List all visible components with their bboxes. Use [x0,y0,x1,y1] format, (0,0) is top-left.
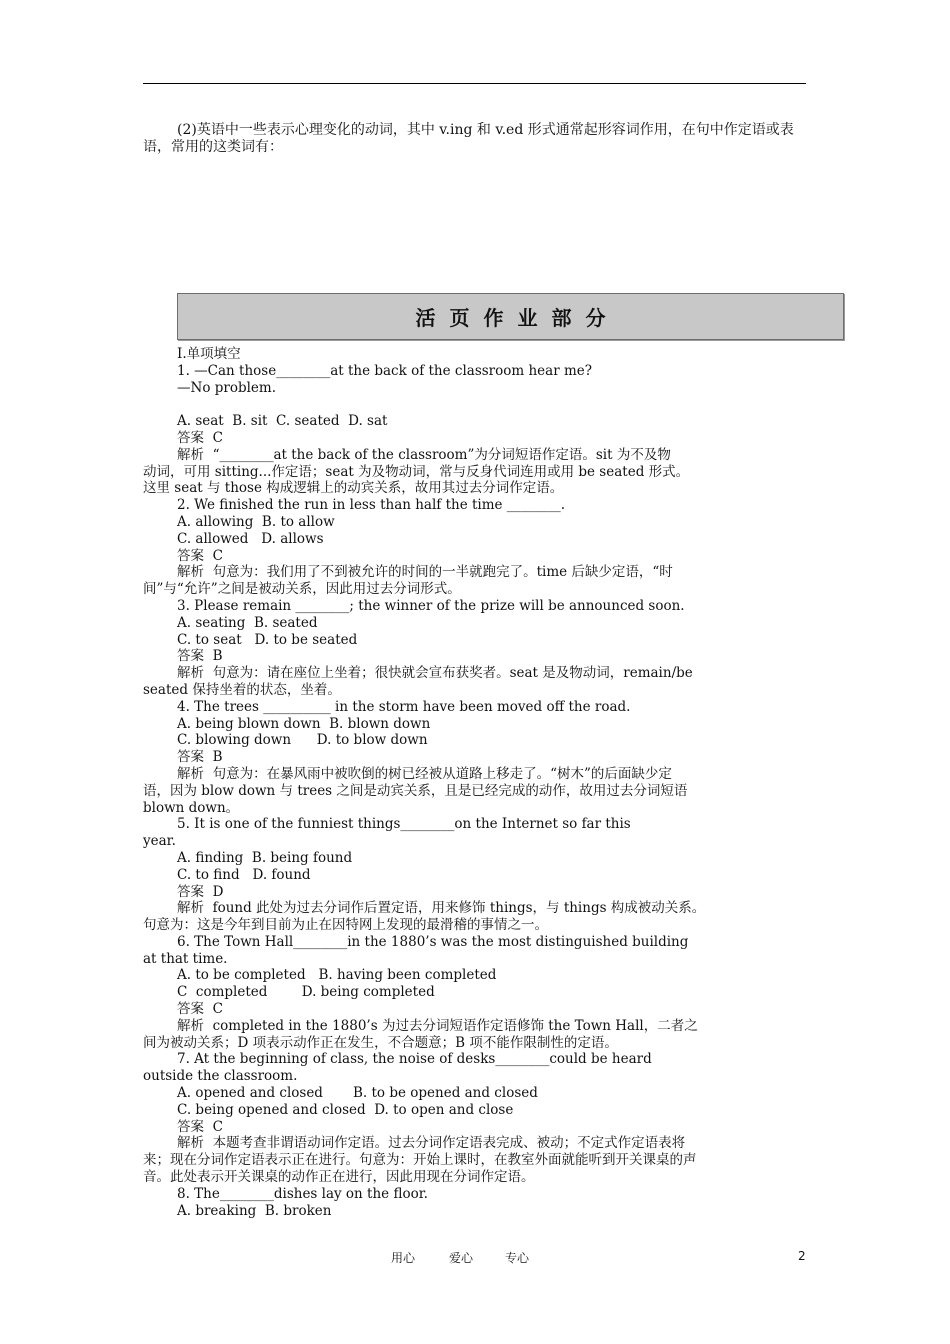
text-line: 7. At the beginning of class, the noise of desks________could be heard [177,1051,652,1068]
text-line: 解析 found 此处为过去分词作后置定语，用来修饰 things，与 things 构成被动关系。 [177,900,706,917]
text-line: C. blowing down D. to blow down [177,732,428,749]
header-rule [143,83,806,84]
text-line: 句意为：这是今年到目前为止在因特网上发现的最滑稽的事情之一。 [143,917,548,934]
intro-section [143,122,806,156]
text-line: —No problem. [177,379,276,396]
text-line: 答案 C [177,1118,223,1135]
text-line: 答案 C [177,1001,223,1018]
text-line: A. allowing B. to allow [177,513,335,530]
text-line: 间为被动关系；D 项表示动作正在发生，不合题意；B 项不能作限制性的定语。 [143,1034,618,1051]
text-line: 答案 C [177,429,223,446]
text-line: A. seat B. sit C. seated D. sat [177,413,388,430]
text-line: C. to seat D. to be seated [177,631,358,648]
text-line: 动词，可用 sitting...作定语；seat 为及物动词，常与反身代词连用或用 be seated 形式。 [143,463,690,480]
text-line: at that time. [143,950,228,967]
text-line [143,396,806,413]
section-banner [177,293,844,340]
text-line: 解析 completed in the 1880’s 为过去分词短语作定语修饰 the Town Hall，二者之 [177,1017,698,1034]
text-line: Ⅰ.单项填空 [177,346,241,362]
text-line: 4. The trees __________ in the storm have been moved off the road. [177,698,631,715]
text-line: A. seating B. seated [177,614,318,631]
text-line: 答案 B [177,648,223,665]
text-line: A. breaking B. broken [177,1202,332,1219]
footer-text-2: 爱心 [449,1251,474,1265]
text-line: C. being opened and closed D. to open and close [177,1101,514,1118]
text-line: seated 保持坐着的状态，坐着。 [143,681,341,698]
exercise-content [143,346,806,1219]
banner-title: 活页作业部分 [415,306,620,330]
text-line: 5. It is one of the funniest things________on the Internet so far this [177,816,631,833]
text-line: 解析 句意为：请在座位上坐着；很快就会宣布获奖者。seat 是及物动词，remain/be [177,665,693,682]
text-line: blown down。 [143,799,240,816]
text-line: C. allowed D. allows [177,530,324,547]
text-line: 答案 D [177,883,224,900]
text-line: 8. The________dishes lay on the floor. [177,1185,428,1202]
text-line: 解析 句意为：在暴风雨中被吹倒的树已经被从道路上移走了。“树木”的后面缺少定 [177,765,672,782]
text-line: A. finding B. being found [177,849,353,866]
text-line: 解析 本题考查非谓语动词作定语。过去分词作定语表完成、被动；不定式作定语表将 [177,1135,686,1152]
footer-text-3: 专心 [505,1251,530,1265]
text-line: 答案 C [177,547,223,564]
text-line: 答案 B [177,749,223,766]
text-line: 间”与“允许”之间是被动关系，因此用过去分词形式。 [143,581,461,598]
text-line: 音。此处表示开关课桌的动作正在进行，因此用现在分词作定语。 [143,1169,535,1186]
text-line: outside the classroom. [143,1068,298,1085]
text-line: C completed D. being completed [177,984,435,1001]
text-line: A. opened and closed B. to be opened and closed [177,1085,538,1102]
text-line: 1. —Can those________at the back of the classroom hear me? [177,362,592,379]
text-line: 6. The Town Hall________in the 1880’s was the most distinguished building [177,933,689,950]
text-line: 3. Please remain ________; the winner of the prize will be announced soon. [177,597,685,614]
text-line: 解析 句意为：我们用了不到被允许的时间的一半就跑完了。time 后缺少定语，“时 [177,564,673,581]
text-line: year. [143,833,176,850]
text-line: 解析 “________at the back of the classroom”为分词短语作定语。sit 为不及物 [177,446,671,463]
intro-paragraph: (2)英语中一些表示心理变化的动词，其中 v.ing 和 v.ed 形式通常起形容词作用，在句中作定语或表语，常用的这类词有： [143,122,794,155]
text-line: 这里 seat 与 those 构成逻辑上的动宾关系，故用其过去分词作定语。 [143,480,564,497]
text-line: A. to be completed B. having been completed [177,967,497,984]
page-number: 2 [798,1249,806,1263]
text-line: 语，因为 blow down 与 trees 之间是动宾关系，且是已经完成的动作，故用过去分词短语 [143,782,688,799]
footer-text-1: 用心 [391,1251,416,1265]
text-line: A. being blown down B. blown down [177,715,431,732]
text-line: 来；现在分词作定语表示正在进行。句意为：开始上课时，在教室外面就能听到开关课桌的声 [143,1152,697,1169]
text-line: 2. We finished the run in less than half the time ________. [177,497,566,514]
text-line: C. to find D. found [177,866,311,883]
page-footer [0,1249,950,1267]
